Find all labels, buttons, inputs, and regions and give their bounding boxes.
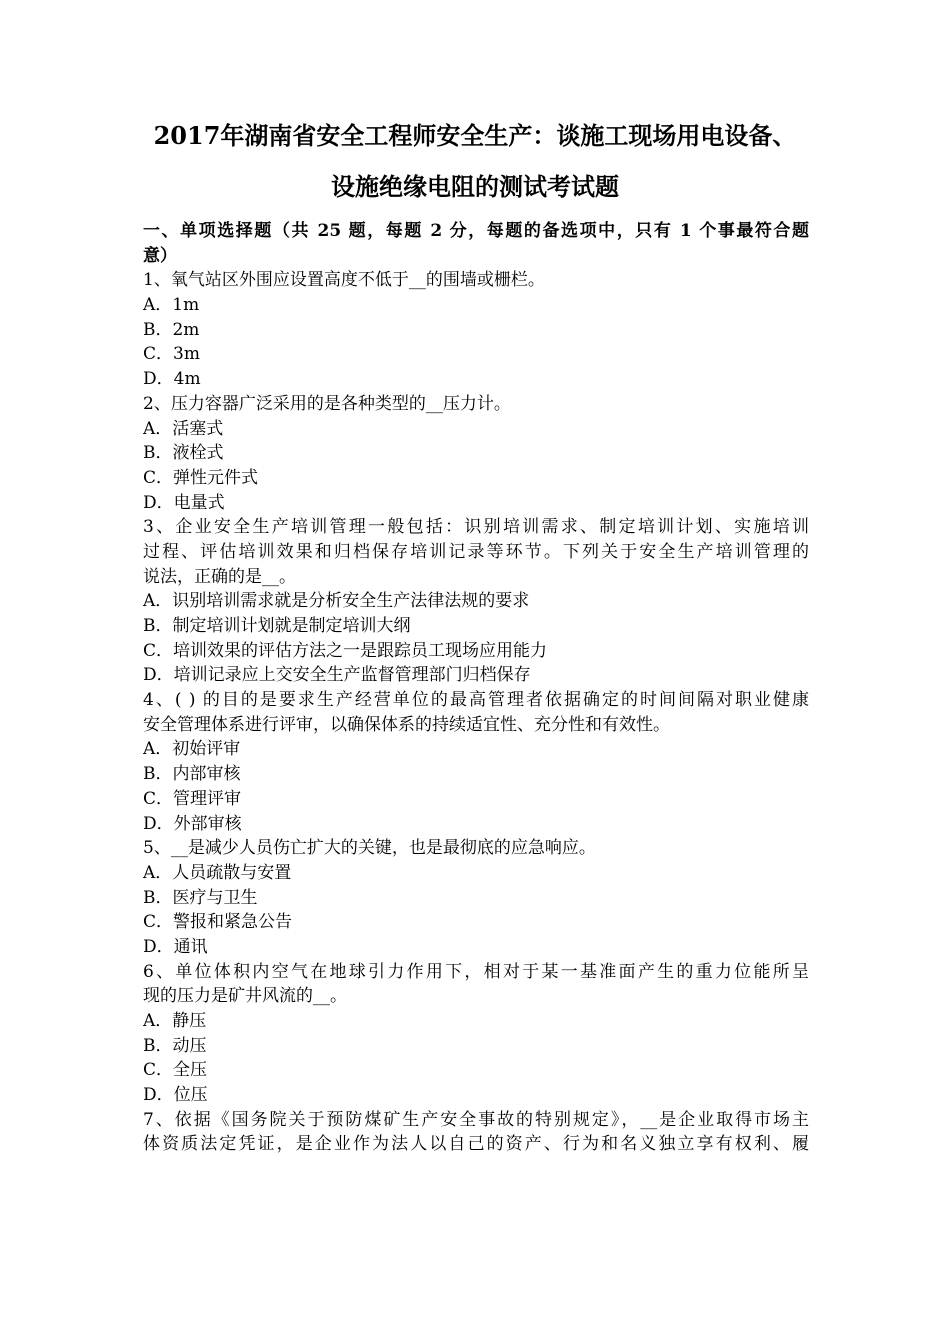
question-text-line: 5、__是减少人员伤亡扩大的关键，也是最彻底的应急响应。 <box>143 838 596 859</box>
question-text-line: C．培训效果的评估方法之一是跟踪员工现场应用能力 <box>143 640 548 661</box>
question-text-line: A．活塞式 <box>143 418 224 439</box>
question-text-line: 现的压力是矿井风流的__。 <box>143 986 347 1007</box>
question-text-line: 3、企业安全生产培训管理一般包括：识别培训需求、制定培训计划、实施培训 <box>143 517 809 538</box>
question-text-line: B．医疗与卫生 <box>143 887 258 908</box>
question-text-line: B．制定培训计划就是制定培训大纲 <box>143 616 411 636</box>
question-text-line: 安全管理体系进行评审，以确保体系的持续适宜性、充分性和有效性。 <box>143 714 670 735</box>
section-heading-line-2: 意） <box>143 245 177 266</box>
question-text-line: 过程、评估培训效果和归档保存培训记录等环节。下列关于安全生产培训管理的 <box>143 541 809 562</box>
question-text-line: B．液栓式 <box>143 443 224 464</box>
question-text-line: D．电量式 <box>143 492 225 513</box>
question-text-line: D．4m <box>143 369 201 390</box>
question-text-line: 说法，正确的是__。 <box>143 566 296 587</box>
question-text-line: C．管理评审 <box>143 788 242 809</box>
question-text-line: A．识别培训需求就是分析安全生产法律法规的要求 <box>143 591 530 612</box>
question-text-line: A．人员疏散与安置 <box>143 862 292 883</box>
question-text-line: D．位压 <box>143 1085 208 1106</box>
question-text-line: A．静压 <box>143 1011 207 1031</box>
question-text-line: 体资质法定凭证，是企业作为法人以自己的资产、行为和名义独立享有权利、履 <box>143 1134 809 1155</box>
question-text-line: 6、单位体积内空气在地球引力作用下，相对于某一基准面产生的重力位能所呈 <box>143 961 809 982</box>
question-text-line: C．全压 <box>143 1060 208 1081</box>
question-text-line: C．警报和紧急公告 <box>143 912 293 933</box>
question-text-line: B．2m <box>143 319 200 340</box>
question-text-line: A．1m <box>143 295 200 316</box>
question-text-line: B．动压 <box>143 1035 207 1056</box>
question-text-line: 2、压力容器广泛采用的是各种类型的__压力计。 <box>143 393 511 414</box>
question-text-line: D．通讯 <box>143 936 208 957</box>
document-body <box>143 219 809 1157</box>
question-text-line: B．内部审核 <box>143 764 241 785</box>
question-text-line: 1、氧气站区外围应设置高度不低于__的围墙或栅栏。 <box>143 270 545 291</box>
question-text-line: 7、依据《国务院关于预防煤矿生产安全事故的特别规定》，__是企业取得市场主 <box>143 1109 809 1130</box>
question-text-line: C．3m <box>143 344 200 365</box>
section-heading-line-1: 一、单项选择题（共 25 题，每题 2 分，每题的备选项中，只有 1 个事最符合题 <box>143 221 809 241</box>
question-text-line: D．外部审核 <box>143 813 242 834</box>
question-text-line: C．弹性元件式 <box>143 467 259 488</box>
question-text-line: A．初始评审 <box>143 739 241 760</box>
question-text-line: 4、( ) 的目的是要求生产经营单位的最高管理者依据确定的时间间隔对职业健康 <box>143 690 809 711</box>
question-text-line: D．培训记录应上交安全生产监督管理部门归档保存 <box>143 665 531 686</box>
document-title-line-2: 设施绝缘电阻的测试考试题 <box>331 172 619 201</box>
document-title-line-1: 2017年湖南省安全工程师安全生产：谈施工现场用电设备、 <box>153 121 797 150</box>
